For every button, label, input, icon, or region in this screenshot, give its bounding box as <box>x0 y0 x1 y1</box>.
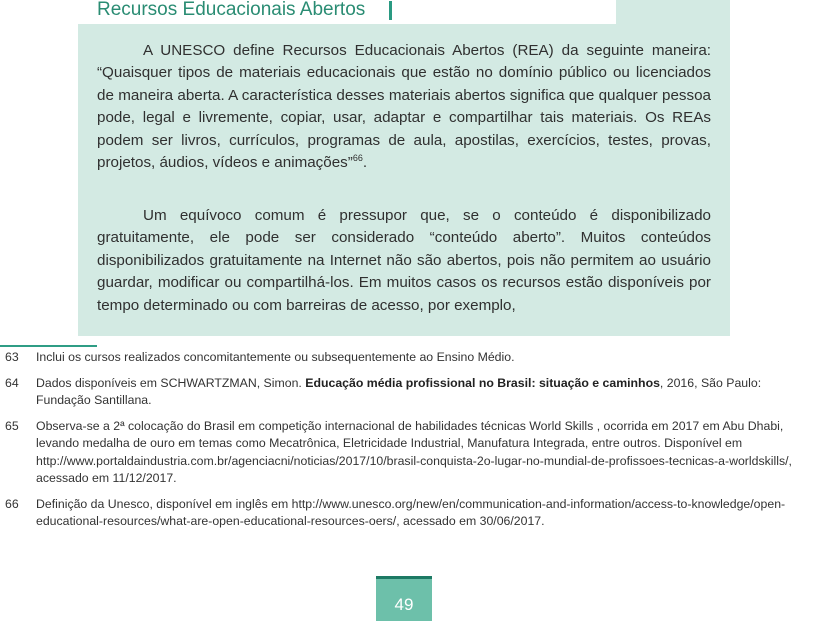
footnote-text: Observa-se a 2ª colocação do Brasil em competição internacional de habilidades técnicas World Skills , ocorrida em 2017 em Abu Dhabi, levando medalha de ouro em temas como Mecatrônica, Eletricidade Industrial, Manufatura Integrada, entre outros. Disponível em http://www.portaldaindustria.com.br/agenciacni/noticias/2017/10/brasil-conquista-2o-lugar-no-mundial-de-profissoes-tecnicas-a-worldskills/, acessado em 11/12/2017. <box>36 419 792 486</box>
section-heading: Recursos Educacionais Abertos <box>97 0 366 20</box>
page-number-box <box>376 576 432 621</box>
paragraph-text: A UNESCO define Recursos Educacionais Abertos (REA) da seguinte maneira: “Quaisquer tipos de materiais educacionais que estão no domínio público ou licenciados de maneira aberta. A característica desses materiais abertos significa que qualquer pessoa pode, legal e livremente, copiar, usar, adaptar e compartilhar tais materiais. Os REAs podem ser livros, currículos, programas de aula, apostilas, exercícios, testes, provas, projetos, áudios, vídeos e animações” <box>97 42 711 172</box>
heading-accent-bar <box>389 1 392 20</box>
paragraph-common-misconception <box>97 205 711 317</box>
page-number: 49 <box>394 595 414 614</box>
footnote-number: 66 <box>5 497 19 511</box>
footnote-divider <box>0 345 97 347</box>
footnote-text: Inclui os cursos realizados concomitantemente ou subsequentemente ao Ensino Médio. <box>36 350 515 364</box>
footnote-text: Definição da Unesco, disponível em inglês em http://www.unesco.org/new/en/communication-and-information/access-to-knowledge/open-educational-resources/what-are-open-educational-resources-oers/, acessado em 30/06/2017. <box>36 497 786 529</box>
footnote-text-pre: Dados disponíveis em SCHWARTZMAN, Simon. <box>36 376 306 390</box>
paragraph-text: Um equívoco comum é pressupor que, se o conteúdo é disponibilizado gratuitamente, ele pode ser considerado “conteúdo aberto”. Muitos conteúdos disponibilizados gratuitamente na Internet não são abertos, pois não permitem ao usuário guardar, modificar ou compartilhá-los. Em muitos casos os recursos estão disponíveis por tempo determinado ou com barreiras de acesso, por exemplo, <box>97 207 711 314</box>
footnote-number: 63 <box>5 350 19 364</box>
footnote-text-post: , 2016, São Paulo: Fundação Santillana. <box>36 376 762 408</box>
paragraph-end: . <box>362 154 368 172</box>
footnote-ref-66[interactable]: 66 <box>352 153 363 164</box>
footnote-number: 64 <box>5 376 19 390</box>
footnote-number: 65 <box>5 419 19 433</box>
footnote-text <box>36 375 806 410</box>
paragraph-unesco-definition <box>97 40 711 174</box>
footnote-book-title: Educação média profissional no Brasil: situação e caminhos <box>305 376 660 390</box>
